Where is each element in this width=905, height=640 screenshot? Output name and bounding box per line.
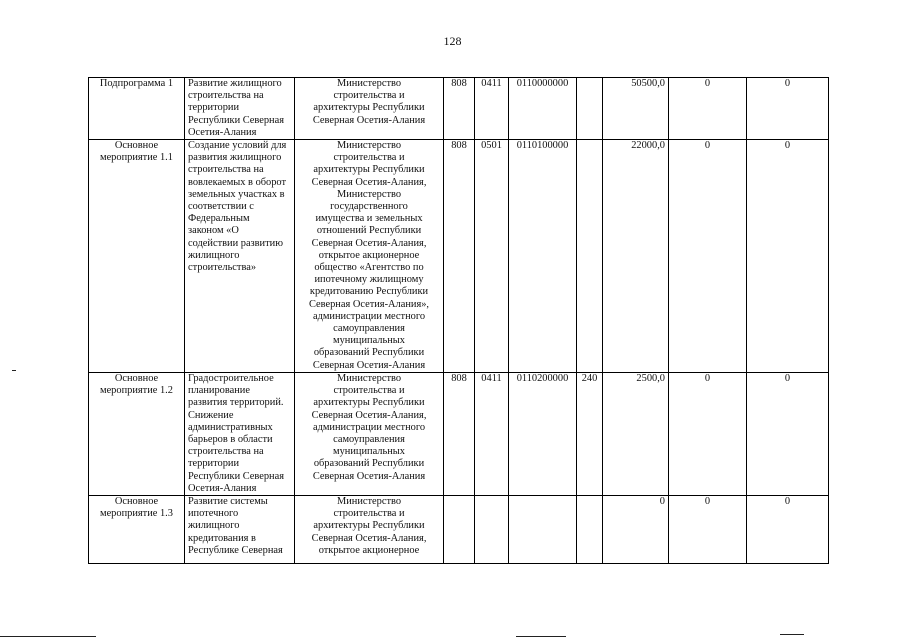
program-title-cell-line: Создание условий для xyxy=(188,140,287,152)
program-title-cell xyxy=(185,78,295,140)
executor-cell xyxy=(295,496,444,564)
executor-cell-line: открытое акционерное xyxy=(318,544,420,556)
executor-cell-line: государственного xyxy=(330,201,408,213)
program-name-cell-line: Основное xyxy=(114,140,159,152)
program-title-cell-line: жилищного xyxy=(188,520,240,532)
executor-cell-line: Министерство xyxy=(336,496,402,508)
expense-type-cell xyxy=(577,78,603,140)
page-number: 128 xyxy=(443,34,462,48)
grbs-code-cell: 808 xyxy=(444,78,475,140)
program-name-cell-line: Основное xyxy=(114,496,159,508)
amount-year3-cell: 0 xyxy=(747,140,829,373)
budget-table xyxy=(88,77,829,564)
program-title-cell-line: соответствии с xyxy=(188,201,254,213)
program-title-cell-line: строительства» xyxy=(188,262,257,274)
executor-cell-line: самоуправления xyxy=(333,323,405,335)
program-title-cell-line: строительства на xyxy=(188,90,264,102)
program-title-cell-line: Федеральным xyxy=(188,213,250,225)
executor-cell-line: Северная Осетия-Алания, xyxy=(311,409,427,421)
scan-mark-left xyxy=(12,370,16,371)
program-title-cell-line: строительства на xyxy=(188,446,264,458)
executor-cell-line: строительства и xyxy=(333,508,405,520)
program-title-cell-line: законом «О xyxy=(188,225,239,237)
executor-cell-line: отношений Республики xyxy=(316,225,422,237)
executor-cell-line: открытое акционерное xyxy=(318,249,420,261)
executor-cell-line: Северная Осетия-Алания», xyxy=(308,298,430,310)
program-title-cell xyxy=(185,496,295,564)
scan-mark-bottom-left xyxy=(0,636,96,637)
amount-year3-cell: 0 xyxy=(747,496,829,564)
expense-type-cell xyxy=(577,496,603,564)
program-title-cell-line: барьеров в области xyxy=(188,434,273,446)
program-title-cell-line: Осетия-Алания xyxy=(188,126,257,138)
program-title-cell xyxy=(185,140,295,373)
program-name-cell-line: мероприятие 1.1 xyxy=(100,152,173,164)
program-title-cell-line: развития жилищного xyxy=(188,152,282,164)
executor-cell-line: Северная Осетия-Алания, xyxy=(311,532,427,544)
scan-mark-bottom-right xyxy=(780,634,804,635)
executor-cell-line: архитектуры Республики xyxy=(313,102,425,114)
program-name-cell xyxy=(89,496,185,564)
program-title-cell-line: ипотечного xyxy=(188,508,239,520)
program-title-cell-line: земельных участках в xyxy=(188,188,285,200)
program-name-cell-line: мероприятие 1.3 xyxy=(100,508,173,520)
executor-cell-line: общество «Агентство по xyxy=(314,262,424,274)
table-row xyxy=(89,373,829,496)
target-article-cell xyxy=(509,496,577,564)
executor-cell-line: муниципальных xyxy=(333,335,405,347)
program-title-cell-line: вовлекаемых в оборот xyxy=(188,176,287,188)
target-article-cell: 0110000000 xyxy=(509,78,577,140)
executor-cell-line: образований Республики xyxy=(313,458,425,470)
program-title-cell-line: территории xyxy=(188,102,240,114)
program-title-cell-line: строительства на xyxy=(188,164,264,176)
executor-cell-line: Министерство xyxy=(336,78,402,89)
executor-cell-line: администрации местного xyxy=(312,310,426,322)
executor-cell-line: строительства и xyxy=(333,90,405,102)
executor-cell-line: архитектуры Республики xyxy=(313,397,425,409)
program-name-cell-line: мероприятие 1.2 xyxy=(100,385,173,397)
program-title-cell-line: Развитие системы xyxy=(188,496,268,508)
executor-cell-line: ипотечному жилищному xyxy=(314,274,424,286)
executor-cell-line: Северная Осетия-Алания xyxy=(312,359,426,371)
program-title-cell-line: развития территорий. xyxy=(188,397,284,409)
executor-cell xyxy=(295,140,444,373)
executor-cell-line: имущества и земельных xyxy=(315,213,423,225)
program-title-cell-line: кредитования в xyxy=(188,532,256,544)
table-row xyxy=(89,140,829,373)
table-body xyxy=(89,78,829,564)
grbs-code-cell: 808 xyxy=(444,140,475,373)
program-name-cell-line: Подпрограмма 1 xyxy=(99,78,174,89)
table-row xyxy=(89,78,829,140)
scan-mark-bottom-mid xyxy=(516,636,566,637)
amount-cell: 22000,0 xyxy=(603,140,669,373)
executor-cell-line: Министерство xyxy=(336,140,402,152)
program-title-cell-line: территории xyxy=(188,458,240,470)
target-article-cell: 0110100000 xyxy=(509,140,577,373)
amount-year3-cell: 0 xyxy=(747,373,829,496)
executor-cell-line: Северная Осетия-Алания, xyxy=(311,237,427,249)
executor-cell-line: Министерство xyxy=(336,373,402,385)
program-title-cell-line: Градостроительное xyxy=(188,373,274,385)
expense-type-cell xyxy=(577,140,603,373)
program-title-cell-line: планирование xyxy=(188,385,250,397)
grbs-code-cell: 808 xyxy=(444,373,475,496)
executor-cell-line: строительства и xyxy=(333,152,405,164)
executor-cell-line: Министерство xyxy=(336,188,402,200)
executor-cell-line: Северная Осетия-Алания, xyxy=(311,176,427,188)
program-title-cell-line: административных xyxy=(188,421,273,433)
section-code-cell: 0501 xyxy=(475,140,509,373)
program-title-cell-line: жилищного xyxy=(188,249,240,261)
amount-cell: 50500,0 xyxy=(603,78,669,140)
amount-year2-cell: 0 xyxy=(669,140,747,373)
amount-year2-cell: 0 xyxy=(669,373,747,496)
program-title-cell-line: Республике Северная xyxy=(188,544,283,556)
program-name-cell xyxy=(89,373,185,496)
amount-year2-cell: 0 xyxy=(669,496,747,564)
section-code-cell xyxy=(475,496,509,564)
executor-cell-line: муниципальных xyxy=(333,446,405,458)
program-title-cell-line: Развитие жилищного xyxy=(188,78,282,89)
executor-cell-line: самоуправления xyxy=(333,434,405,446)
amount-cell: 0 xyxy=(603,496,669,564)
executor-cell xyxy=(295,78,444,140)
program-name-cell-line: Основное xyxy=(114,373,159,385)
amount-cell: 2500,0 xyxy=(603,373,669,496)
section-code-cell: 0411 xyxy=(475,78,509,140)
program-title-cell-line: Республики Северная xyxy=(188,114,284,126)
grbs-code-cell xyxy=(444,496,475,564)
executor-cell-line: образований Республики xyxy=(313,347,425,359)
program-title-cell xyxy=(185,373,295,496)
section-code-cell: 0411 xyxy=(475,373,509,496)
program-title-cell-line: Республики Северная xyxy=(188,470,284,482)
amount-year3-cell: 0 xyxy=(747,78,829,140)
table-row xyxy=(89,496,829,564)
program-title-cell-line: Снижение xyxy=(188,409,234,421)
executor-cell-line: архитектуры Республики xyxy=(313,164,425,176)
executor-cell-line: строительства и xyxy=(333,385,405,397)
executor-cell-line: Северная Осетия-Алания xyxy=(312,114,426,126)
target-article-cell: 0110200000 xyxy=(509,373,577,496)
executor-cell xyxy=(295,373,444,496)
executor-cell-line: администрации местного xyxy=(312,421,426,433)
program-title-cell-line: содействии развитию xyxy=(188,237,283,249)
program-name-cell xyxy=(89,78,185,140)
executor-cell-line: кредитованию Республики xyxy=(309,286,429,298)
expense-type-cell: 240 xyxy=(577,373,603,496)
executor-cell-line: архитектуры Республики xyxy=(313,520,425,532)
program-name-cell xyxy=(89,140,185,373)
amount-year2-cell: 0 xyxy=(669,78,747,140)
executor-cell-line: Северная Осетия-Алания xyxy=(312,470,426,482)
program-title-cell-line: Осетия-Алания xyxy=(188,482,257,494)
